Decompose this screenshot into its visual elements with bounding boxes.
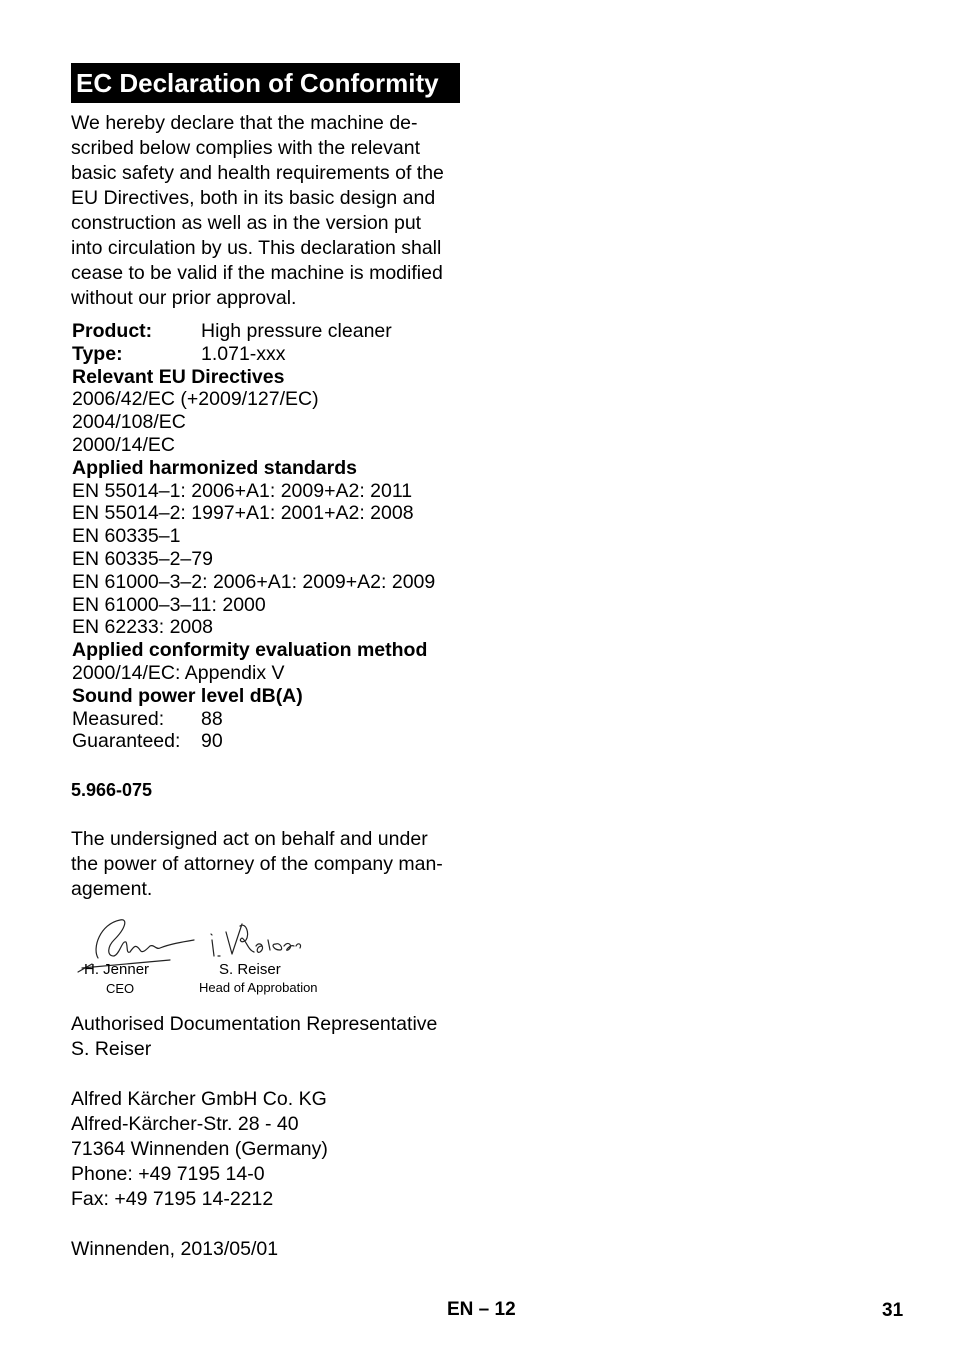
intro-line: into circulation by us. This declaration shall	[71, 237, 442, 259]
jenner-signature	[96, 920, 194, 958]
intro-paragraph	[71, 111, 444, 311]
documentation-line: S. Reiser	[71, 1038, 152, 1060]
guaranteed-label: Guaranteed:	[72, 730, 181, 753]
directive-item: 2006/42/EC (+2009/127/EC)	[72, 388, 319, 411]
type-label: Type:	[72, 342, 123, 365]
standard-item: EN 60335–2–79	[72, 547, 213, 570]
intro-line: EU Directives, both in its basic design and	[71, 187, 436, 209]
evaluation-value: 2000/14/EC: Appendix V	[72, 661, 285, 684]
guaranteed-value: 90	[201, 730, 223, 753]
guaranteed-row	[72, 730, 435, 753]
standard-item: EN 61000–3–11: 2000	[72, 593, 266, 616]
standards-heading: Applied harmonized standards	[72, 456, 357, 479]
intro-line: cease to be valid if the machine is modified	[71, 262, 443, 284]
measured-row	[72, 708, 435, 731]
directives-heading: Relevant EU Directives	[72, 365, 285, 388]
standard-item: EN 61000–3–2: 2006+A1: 2009+A2: 2009	[72, 570, 436, 593]
documentation-line: Authorised Documentation Representative	[71, 1013, 438, 1035]
signer-name-reiser: S. Reiser	[219, 961, 281, 978]
directive-item: 2004/108/EC	[72, 411, 186, 434]
signature-block	[70, 910, 340, 1000]
evaluation-heading: Applied conformity evaluation method	[72, 639, 428, 662]
measured-label: Measured:	[72, 707, 165, 730]
type-row	[72, 343, 435, 366]
signer-name-jenner: H. Jenner	[84, 961, 150, 978]
standard-item: EN 55014–2: 1997+A1: 2001+A2: 2008	[72, 502, 414, 525]
footer-section-label: EN – 12	[447, 1299, 516, 1320]
address-line: Phone: +49 7195 14-0	[71, 1163, 265, 1185]
undersigned-line: agement.	[71, 878, 153, 900]
signer-role-jenner: CEO	[106, 981, 135, 996]
documentation-representative	[71, 1012, 437, 1062]
address-line: Alfred-Kärcher-Str. 28 - 40	[71, 1113, 299, 1135]
undersigned-paragraph	[71, 827, 443, 902]
standard-item: EN 60335–1	[72, 525, 181, 548]
type-value: 1.071-xxx	[201, 342, 286, 365]
measured-value: 88	[201, 707, 223, 730]
company-address	[71, 1087, 328, 1212]
product-label: Product:	[72, 320, 153, 342]
sound-heading: Sound power level dB(A)	[72, 684, 303, 707]
address-line: Fax: +49 7195 14-2212	[71, 1188, 274, 1210]
part-number: 5.966-075	[71, 780, 153, 800]
address-line: Alfred Kärcher GmbH Co. KG	[71, 1088, 327, 1110]
intro-line: construction as well as in the version put	[71, 212, 422, 234]
intro-line: without our prior approval.	[71, 287, 297, 309]
intro-line: basic safety and health requirements of the	[71, 162, 444, 184]
address-line: 71364 Winnenden (Germany)	[71, 1138, 328, 1160]
place-date-text: Winnenden, 2013/05/01	[71, 1238, 279, 1260]
footer-page-number: 31	[882, 1300, 904, 1321]
undersigned-line: The undersigned act on behalf and under	[71, 828, 428, 850]
intro-line: scribed below complies with the relevant	[71, 137, 421, 159]
signer-role-reiser: Head of Approbation	[199, 980, 318, 995]
reiser-signature	[211, 924, 301, 956]
standard-item: EN 55014–1: 2006+A1: 2009+A2: 2011	[72, 479, 413, 502]
place-date	[71, 1237, 278, 1262]
product-row	[72, 320, 435, 343]
page-title: EC Declaration of Conformity	[71, 63, 460, 103]
standard-item: EN 62233: 2008	[72, 616, 213, 639]
product-value: High pressure cleaner	[201, 320, 392, 342]
undersigned-line: the power of attorney of the company man-	[71, 853, 443, 875]
directive-item: 2000/14/EC	[72, 433, 175, 456]
intro-line: We hereby declare that the machine de-	[71, 112, 418, 134]
specification-block	[72, 320, 435, 753]
